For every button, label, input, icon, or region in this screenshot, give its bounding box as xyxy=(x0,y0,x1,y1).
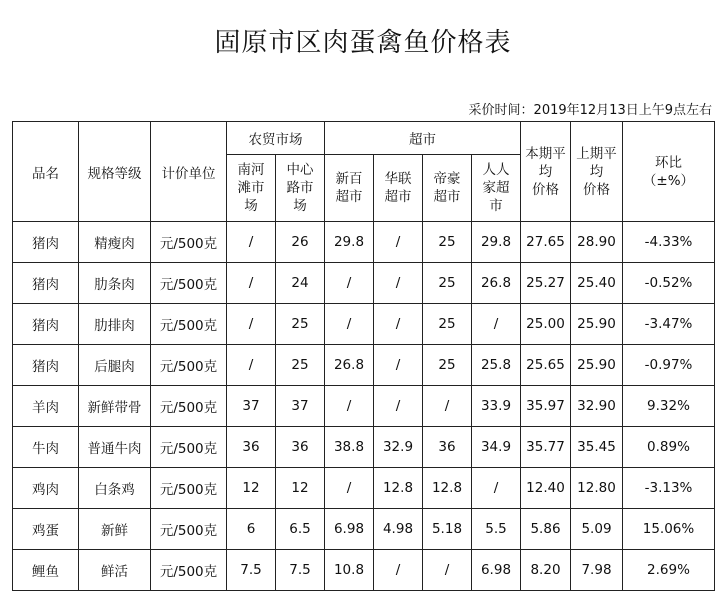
cell-hualian: 12.8 xyxy=(374,468,423,509)
cell-change: 9.32% xyxy=(623,386,715,427)
price-rows xyxy=(13,222,715,591)
cell-unit: 元/500克 xyxy=(151,427,227,468)
cell-hualian: / xyxy=(374,386,423,427)
cell-change: -0.97% xyxy=(623,345,715,386)
header-supermarket: 超市 xyxy=(325,122,521,155)
header-supermarket-dihao: 帝豪 超市 xyxy=(423,155,472,222)
cell-renrenjia: 25.8 xyxy=(472,345,521,386)
cell-renrenjia: 6.98 xyxy=(472,550,521,591)
header-unit: 计价单位 xyxy=(151,122,227,222)
cell-xinbai: / xyxy=(325,304,374,345)
cell-hualian: / xyxy=(374,304,423,345)
cell-xinbai: / xyxy=(325,386,374,427)
cell-xinbai: 10.8 xyxy=(325,550,374,591)
cell-previous: 25.90 xyxy=(571,304,623,345)
table-row xyxy=(13,468,715,509)
header-supermarket-xinbai: 新百 超市 xyxy=(325,155,374,222)
cell-name: 猪肉 xyxy=(13,222,79,263)
header-supermarket-renrenjia: 人人 家超 市 xyxy=(472,155,521,222)
cell-name: 牛肉 xyxy=(13,427,79,468)
cell-hualian: / xyxy=(374,550,423,591)
cell-spec: 新鲜带骨 xyxy=(79,386,151,427)
header-spec: 规格等级 xyxy=(79,122,151,222)
cell-dihao: 25 xyxy=(423,263,472,304)
cell-name: 鸡肉 xyxy=(13,468,79,509)
cell-spec: 普通牛肉 xyxy=(79,427,151,468)
cell-zhongxinlu: 26 xyxy=(276,222,325,263)
cell-dihao: 25 xyxy=(423,304,472,345)
cell-dihao: / xyxy=(423,386,472,427)
cell-renrenjia: / xyxy=(472,304,521,345)
cell-spec: 肋排肉 xyxy=(79,304,151,345)
header-farmers-market: 农贸市场 xyxy=(227,122,325,155)
table-row xyxy=(13,304,715,345)
cell-zhongxinlu: 37 xyxy=(276,386,325,427)
cell-current: 8.20 xyxy=(521,550,571,591)
cell-change: -3.47% xyxy=(623,304,715,345)
cell-spec: 新鲜 xyxy=(79,509,151,550)
header-market-zhongxinlu: 中心 路市 场 xyxy=(276,155,325,222)
cell-previous: 25.90 xyxy=(571,345,623,386)
cell-change: -4.33% xyxy=(623,222,715,263)
cell-renrenjia: 5.5 xyxy=(472,509,521,550)
cell-unit: 元/500克 xyxy=(151,386,227,427)
cell-nanhetan: 7.5 xyxy=(227,550,276,591)
cell-unit: 元/500克 xyxy=(151,468,227,509)
cell-zhongxinlu: 25 xyxy=(276,304,325,345)
cell-unit: 元/500克 xyxy=(151,345,227,386)
cell-previous: 12.80 xyxy=(571,468,623,509)
cell-unit: 元/500克 xyxy=(151,304,227,345)
cell-hualian: 32.9 xyxy=(374,427,423,468)
cell-change: 2.69% xyxy=(623,550,715,591)
cell-nanhetan: / xyxy=(227,345,276,386)
header-market-nanhetan: 南河 滩市 场 xyxy=(227,155,276,222)
cell-name: 猪肉 xyxy=(13,304,79,345)
cell-renrenjia: / xyxy=(472,468,521,509)
cell-renrenjia: 26.8 xyxy=(472,263,521,304)
cell-nanhetan: / xyxy=(227,304,276,345)
cell-renrenjia: 34.9 xyxy=(472,427,521,468)
cell-previous: 25.40 xyxy=(571,263,623,304)
cell-current: 27.65 xyxy=(521,222,571,263)
cell-unit: 元/500克 xyxy=(151,222,227,263)
cell-nanhetan: 36 xyxy=(227,427,276,468)
cell-previous: 28.90 xyxy=(571,222,623,263)
header-change: 环比 （±%） xyxy=(623,122,715,222)
cell-dihao: 12.8 xyxy=(423,468,472,509)
cell-zhongxinlu: 24 xyxy=(276,263,325,304)
cell-current: 25.27 xyxy=(521,263,571,304)
cell-current: 35.97 xyxy=(521,386,571,427)
cell-name: 羊肉 xyxy=(13,386,79,427)
cell-current: 35.77 xyxy=(521,427,571,468)
header-previous-avg: 上期平 均 价格 xyxy=(571,122,623,222)
cell-dihao: 5.18 xyxy=(423,509,472,550)
table-row xyxy=(13,263,715,304)
cell-nanhetan: 6 xyxy=(227,509,276,550)
header-name: 品名 xyxy=(13,122,79,222)
cell-current: 5.86 xyxy=(521,509,571,550)
cell-change: -0.52% xyxy=(623,263,715,304)
survey-time: 采价时间：2019年12月13日上午9点左右 xyxy=(468,103,712,118)
cell-current: 25.00 xyxy=(521,304,571,345)
table-row xyxy=(13,386,715,427)
cell-dihao: / xyxy=(423,550,472,591)
cell-xinbai: 6.98 xyxy=(325,509,374,550)
cell-dihao: 36 xyxy=(423,427,472,468)
header-current-avg: 本期平 均 价格 xyxy=(521,122,571,222)
cell-name: 猪肉 xyxy=(13,263,79,304)
cell-current: 12.40 xyxy=(521,468,571,509)
page-title: 固原市区肉蛋禽鱼价格表 xyxy=(214,28,512,58)
cell-current: 25.65 xyxy=(521,345,571,386)
table-row xyxy=(13,509,715,550)
cell-dihao: 25 xyxy=(423,345,472,386)
cell-xinbai: 26.8 xyxy=(325,345,374,386)
cell-dihao: 25 xyxy=(423,222,472,263)
cell-name: 鲤鱼 xyxy=(13,550,79,591)
table-row xyxy=(13,345,715,386)
cell-spec: 鲜活 xyxy=(79,550,151,591)
price-table xyxy=(12,121,715,591)
cell-spec: 肋条肉 xyxy=(79,263,151,304)
cell-zhongxinlu: 12 xyxy=(276,468,325,509)
cell-hualian: / xyxy=(374,345,423,386)
cell-renrenjia: 33.9 xyxy=(472,386,521,427)
cell-spec: 白条鸡 xyxy=(79,468,151,509)
cell-nanhetan: 37 xyxy=(227,386,276,427)
cell-change: 15.06% xyxy=(623,509,715,550)
cell-previous: 32.90 xyxy=(571,386,623,427)
cell-xinbai: / xyxy=(325,468,374,509)
cell-unit: 元/500克 xyxy=(151,263,227,304)
table-row xyxy=(13,427,715,468)
cell-name: 鸡蛋 xyxy=(13,509,79,550)
cell-previous: 7.98 xyxy=(571,550,623,591)
cell-zhongxinlu: 6.5 xyxy=(276,509,325,550)
header-supermarket-hualian: 华联 超市 xyxy=(374,155,423,222)
cell-spec: 后腿肉 xyxy=(79,345,151,386)
cell-previous: 35.45 xyxy=(571,427,623,468)
cell-nanhetan: 12 xyxy=(227,468,276,509)
table-row xyxy=(13,550,715,591)
cell-spec: 精瘦肉 xyxy=(79,222,151,263)
cell-hualian: / xyxy=(374,263,423,304)
cell-change: -3.13% xyxy=(623,468,715,509)
cell-unit: 元/500克 xyxy=(151,550,227,591)
cell-hualian: 4.98 xyxy=(374,509,423,550)
cell-unit: 元/500克 xyxy=(151,509,227,550)
cell-nanhetan: / xyxy=(227,222,276,263)
cell-hualian: / xyxy=(374,222,423,263)
cell-xinbai: 29.8 xyxy=(325,222,374,263)
cell-zhongxinlu: 7.5 xyxy=(276,550,325,591)
cell-xinbai: / xyxy=(325,263,374,304)
cell-previous: 5.09 xyxy=(571,509,623,550)
cell-xinbai: 38.8 xyxy=(325,427,374,468)
cell-zhongxinlu: 36 xyxy=(276,427,325,468)
cell-change: 0.89% xyxy=(623,427,715,468)
cell-renrenjia: 29.8 xyxy=(472,222,521,263)
cell-zhongxinlu: 25 xyxy=(276,345,325,386)
cell-name: 猪肉 xyxy=(13,345,79,386)
cell-nanhetan: / xyxy=(227,263,276,304)
table-row xyxy=(13,222,715,263)
